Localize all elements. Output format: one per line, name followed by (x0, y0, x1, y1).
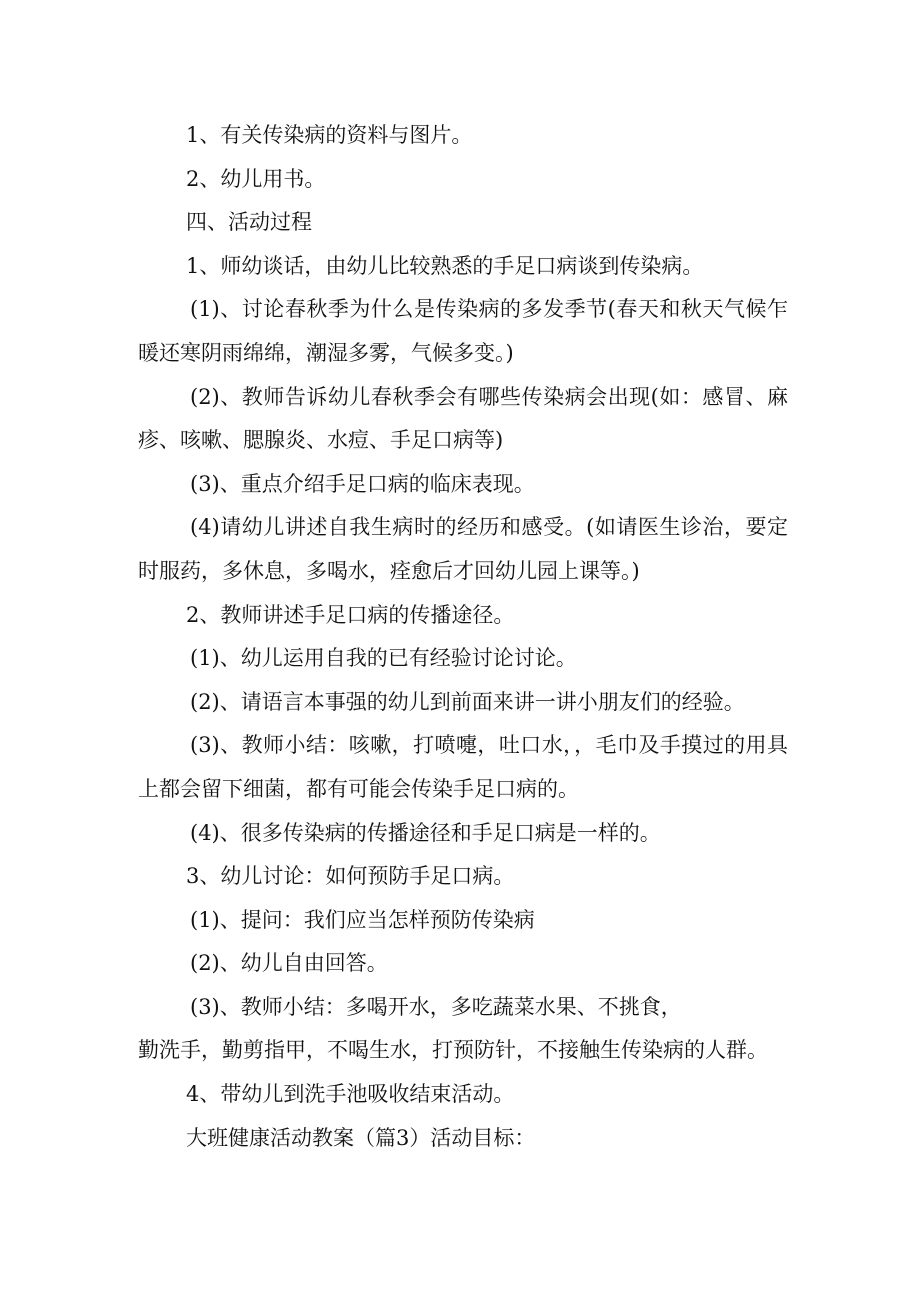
paragraph-step-3: 3、幼儿讨论：如何预防手足口病。 (186, 864, 515, 889)
section-heading-activity-process: 四、活动过程 (186, 210, 312, 235)
paragraph-step-1: 1、师幼谈话，由幼儿比较熟悉的手足口病谈到传染病。 (186, 253, 704, 278)
paragraph-step-3-item-1: (1)、提问：我们应当怎样预防传染病 (190, 907, 535, 932)
paragraph-step-2: 2、教师讲述手足口病的传播途径。 (186, 602, 515, 627)
paragraph-step-2-item-1: (1)、幼儿运用自我的已有经验讨论讨论。 (190, 646, 577, 671)
paragraph-step-1-item-2: (2)、教师告诉幼儿春秋季会有哪些传染病会出现(如：感冒、麻疹、咳嗽、腮腺炎、水痘、手足口病等) (138, 384, 788, 453)
paragraph-materials-2: 2、幼儿用书。 (186, 166, 326, 191)
paragraph-materials-1: 1、有关传染病的资料与图片。 (186, 123, 473, 147)
document-body (138, 114, 788, 1160)
paragraph-step-3-item-3-continued: 勤洗手，勤剪指甲，不喝生水，打预防针，不接触生传染病的人群。 (138, 1038, 768, 1063)
paragraph-step-2-item-2: (2)、请语言本事强的幼儿到前面来讲一讲小朋友们的经验。 (190, 689, 745, 714)
paragraph-step-1-item-1: (1)、讨论春秋季为什么是传染病的多发季节(春天和秋天气候乍暖还寒阴雨绵绵，潮湿多雾，气候多变。) (138, 297, 788, 365)
paragraph-step-3-item-3: (3)、教师小结：多喝开水，多吃蔬菜水果、不挑食， (190, 994, 682, 1019)
paragraph-step-1-item-4: (4)请幼儿讲述自我生病时的经历和感受。(如请医生诊治，要定时服药，多休息，多喝水，痊愈后才回幼儿园上课等。) (138, 515, 788, 583)
paragraph-step-2-item-4: (4)、很多传染病的传播途径和手足口病是一样的。 (190, 820, 661, 845)
paragraph-step-2-item-3: (3)、教师小结：咳嗽，打喷嚏，吐口水，，毛巾及手摸过的用具上都会留下细菌，都有可能会传染手足口病的。 (138, 733, 788, 801)
paragraph-step-4: 4、带幼儿到洗手池吸收结束活动。 (186, 1082, 515, 1107)
paragraph-step-1-item-3: (3)、重点介绍手足口病的临床表现。 (190, 471, 535, 496)
paragraph-next-lesson-heading: 大班健康活动教案（篇3）活动目标： (186, 1125, 536, 1150)
paragraph-step-3-item-2: (2)、幼儿自由回答。 (190, 951, 388, 976)
